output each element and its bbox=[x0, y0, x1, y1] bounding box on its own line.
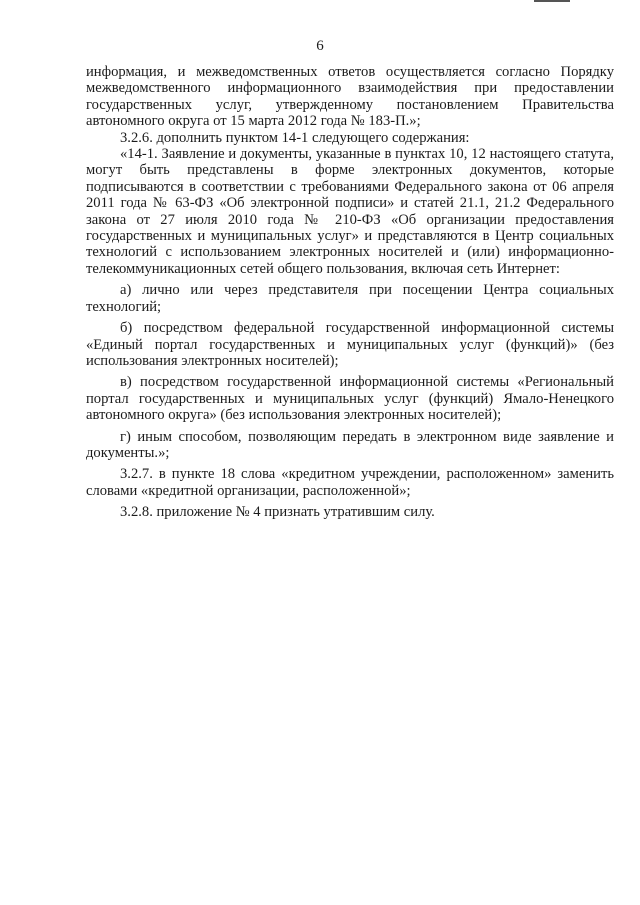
scan-edge-mark bbox=[534, 0, 570, 5]
paragraph-3-2-6: 3.2.6. дополнить пунктом 14-1 следующего содержания: bbox=[120, 129, 470, 146]
list-item-v: в) посредством государственной информационной системы «Региональный портал государственных и муниципальных услуг (функций) Ямало-Ненецкого автономного округа» (без использования электронных носителей); bbox=[86, 374, 614, 424]
paragraph-continuation: информация, и межведомственных ответов осуществляется согласно Порядку межведомственного информационного взаимодействия при предоставлении государственных услуг, утвержденному постановлением Правительства автономного округа от 15 марта 2012 года № 183-П.»; bbox=[86, 64, 614, 130]
document-body bbox=[86, 64, 614, 521]
list-item-a: а) лично или через представителя при посещении Центра социальных технологий; bbox=[86, 282, 614, 315]
page-number: 6 bbox=[316, 38, 324, 54]
paragraph-3-2-7: 3.2.7. в пункте 18 слова «кредитном учреждении, расположенном» заменить словами «кредитной организации, расположенной»; bbox=[86, 466, 614, 499]
list-item-b: б) посредством федеральной государственной информационной системы «Единый портал государственных и муниципальных услуг (функций)» (без использования электронных носителей); bbox=[86, 320, 614, 369]
paragraph-3-2-8: 3.2.8. приложение № 4 признать утратившим силу. bbox=[120, 504, 435, 521]
paragraph-14-1: «14-1. Заявление и документы, указанные в пунктах 10, 12 настоящего статута, могут быть представлены в форме электронных документов, которые подписываются в соответствии с требованиями Федерального закона от 06 апреля 2011 года № 63-ФЗ «Об электронной подписи» и статей 21.1, 21.2 Федерального закона от 27 июля 2010 года № 210-ФЗ «Об организации предоставления государственных и муниципальных услуг» и представляются в Центр социальных технологий с использованием электронных носителей и (или) информационно-телекоммуникационных сетей общего пользования, включая сеть Интернет: bbox=[86, 146, 614, 277]
list-item-g: г) иным способом, позволяющим передать в электронном виде заявление и документы.»; bbox=[86, 428, 614, 461]
